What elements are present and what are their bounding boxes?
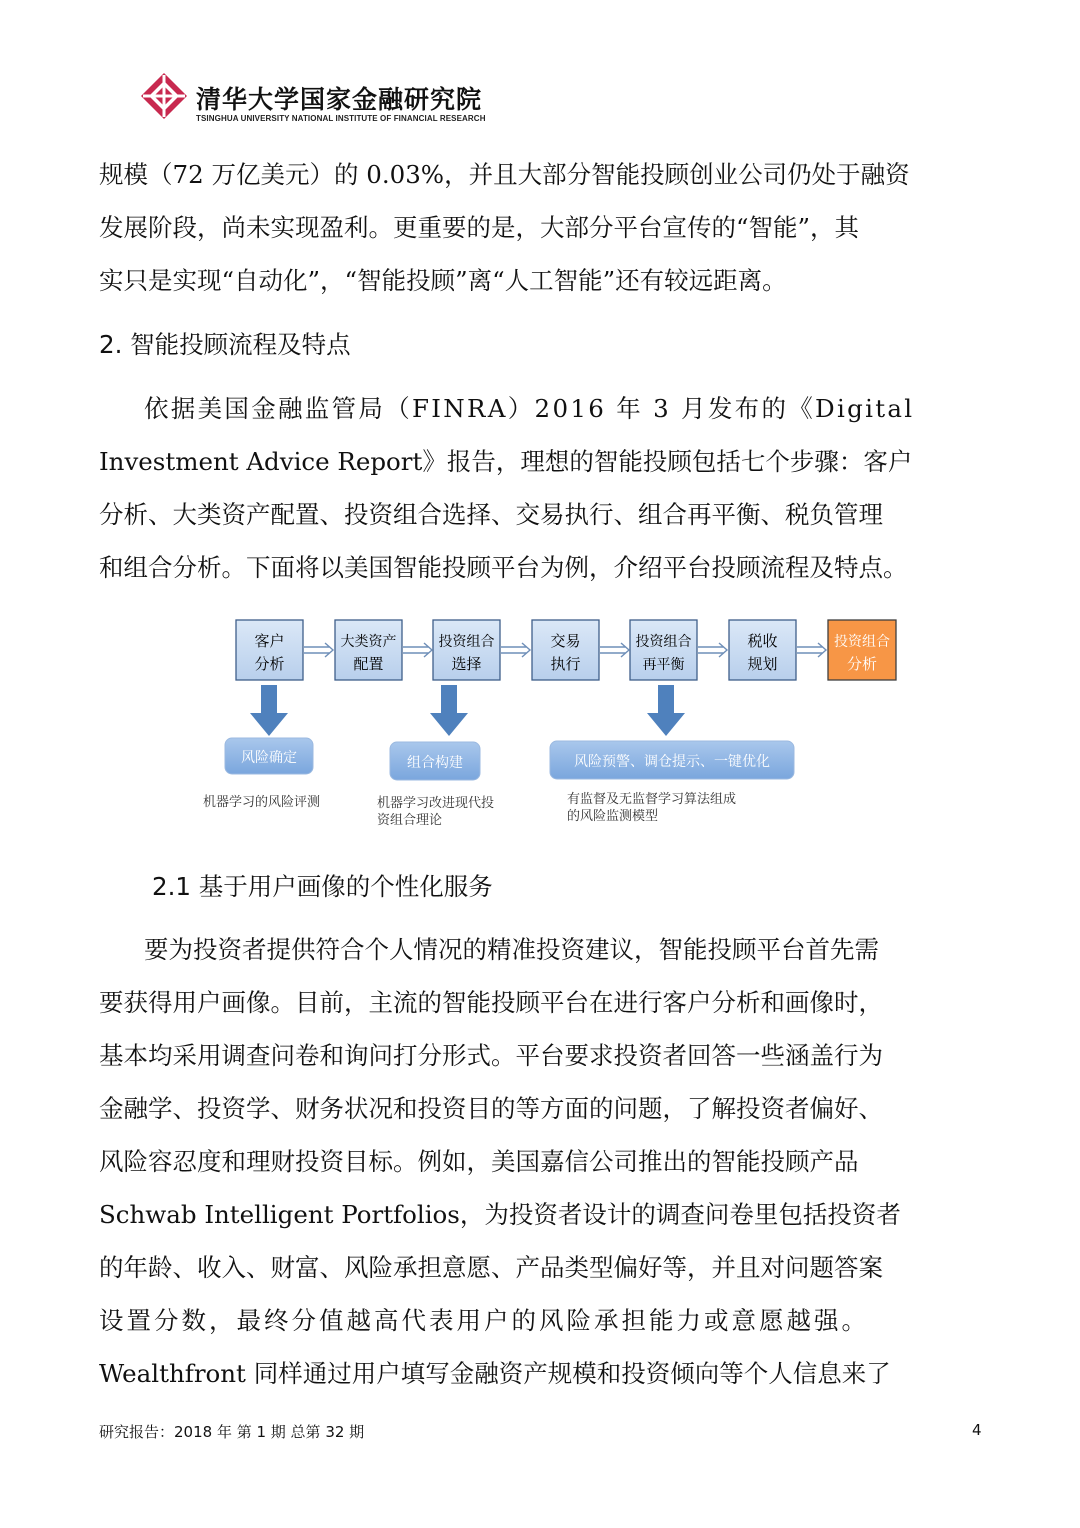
body-line: 要获得用户画像。目前，主流的智能投顾平台在进行客户分析和画像时， [99, 988, 883, 1017]
output-label: 风险预警、调仓提示、一键优化 [574, 754, 770, 770]
output-box [390, 742, 480, 780]
org-name-en: TSINGHUA UNIVERSITY NATIONAL INSTITUTE OF FINANCIAL RESEARCH [196, 114, 486, 123]
step-label: 规划 [747, 655, 778, 673]
body-line: 风险容忍度和理财投资目标。例如，美国嘉信公司推出的智能投顾产品 [99, 1147, 859, 1176]
page-number: 4 [972, 1421, 982, 1439]
tsinghua-logo-icon [140, 72, 188, 120]
flow-step [532, 620, 599, 680]
org-name-cn: 清华大学国家金融研究院 [196, 85, 483, 114]
down-arrows [250, 685, 685, 736]
output-caption: 的风险监测模型 [567, 809, 659, 824]
process-flow-diagram [200, 610, 900, 835]
step-label: 分析 [254, 655, 285, 673]
output-label: 风险确定 [241, 750, 297, 766]
body-line: 规模（72 万亿美元）的 0.03%，并且大部分智能投顾创业公司仍处于融资 [99, 160, 910, 189]
body-line: Investment Advice Report》报告，理想的智能投顾包括七个步骤：客户 [99, 447, 913, 476]
output-caption: 有监督及无监督学习算法组成 [567, 792, 737, 807]
step-label: 投资组合 [635, 634, 692, 650]
body-line: 基本均采用调查问卷和询问打分形式。平台要求投资者回答一些涵盖行为 [99, 1041, 883, 1070]
body-line: Wealthfront 同样通过用户填写金融资产规模和投资倾向等个人信息来了 [99, 1359, 891, 1388]
step-label: 分析 [846, 655, 878, 673]
body-line: 金融学、投资学、财务状况和投资目的等方面的问题，了解投资者偏好、 [99, 1094, 883, 1123]
body-line: 要为投资者提供符合个人情况的精准投资建议，智能投顾平台首先需 [144, 935, 879, 964]
body-line: 依据美国金融监管局（FINRA）2016 年 3 月发布的《Digital [144, 394, 915, 423]
output-caption: 资组合理论 [377, 813, 443, 828]
flow-step [729, 620, 796, 680]
flow-step [335, 620, 402, 680]
body-line: 和组合分析。下面将以美国智能投顾平台为例，介绍平台投顾流程及特点。 [99, 553, 908, 582]
subsection-heading: 2.1 基于用户画像的个性化服务 [152, 872, 493, 901]
body-line: 发展阶段，尚未实现盈利。更重要的是，大部分平台宣传的“智能”，其 [99, 213, 860, 242]
step-label: 选择 [451, 655, 482, 673]
flow-step [433, 620, 500, 680]
step-label: 投资组合 [834, 634, 890, 650]
output-caption: 机器学习的风险评测 [203, 795, 321, 810]
output-label: 组合构建 [407, 755, 463, 771]
flow-step-highlight [828, 620, 896, 680]
body-line: 的年龄、收入、财富、风险承担意愿、产品类型偏好等，并且对问题答案 [99, 1253, 883, 1282]
body-line: 实只是实现“自动化”，“智能投顾”离“人工智能”还有较远距离。 [99, 266, 787, 295]
step-label: 配置 [353, 655, 384, 673]
output-box [550, 741, 794, 779]
step-label: 税收 [747, 632, 778, 650]
step-label: 执行 [550, 655, 581, 673]
body-line: 设置分数，最终分值越高代表用户的风险承担能力或意愿越强。 [99, 1306, 869, 1335]
step-label: 大类资产 [340, 634, 397, 650]
step-label: 客户 [254, 632, 285, 650]
flow-step [236, 620, 303, 680]
body-line: Schwab Intelligent Portfolios，为投资者设计的调查问卷里包括投资者 [99, 1200, 901, 1229]
section-heading: 2. 智能投顾流程及特点 [99, 330, 351, 359]
output-box [225, 738, 313, 774]
body-line: 分析、大类资产配置、投资组合选择、交易执行、组合再平衡、税负管理 [99, 500, 883, 529]
footer-issue: 研究报告：2018 年 第 1 期 总第 32 期 [99, 1423, 365, 1441]
flow-step [630, 620, 697, 680]
step-label: 交易 [550, 632, 581, 650]
output-caption: 机器学习改进现代投 [377, 796, 495, 811]
step-label: 投资组合 [438, 634, 495, 650]
step-label: 再平衡 [642, 657, 685, 673]
